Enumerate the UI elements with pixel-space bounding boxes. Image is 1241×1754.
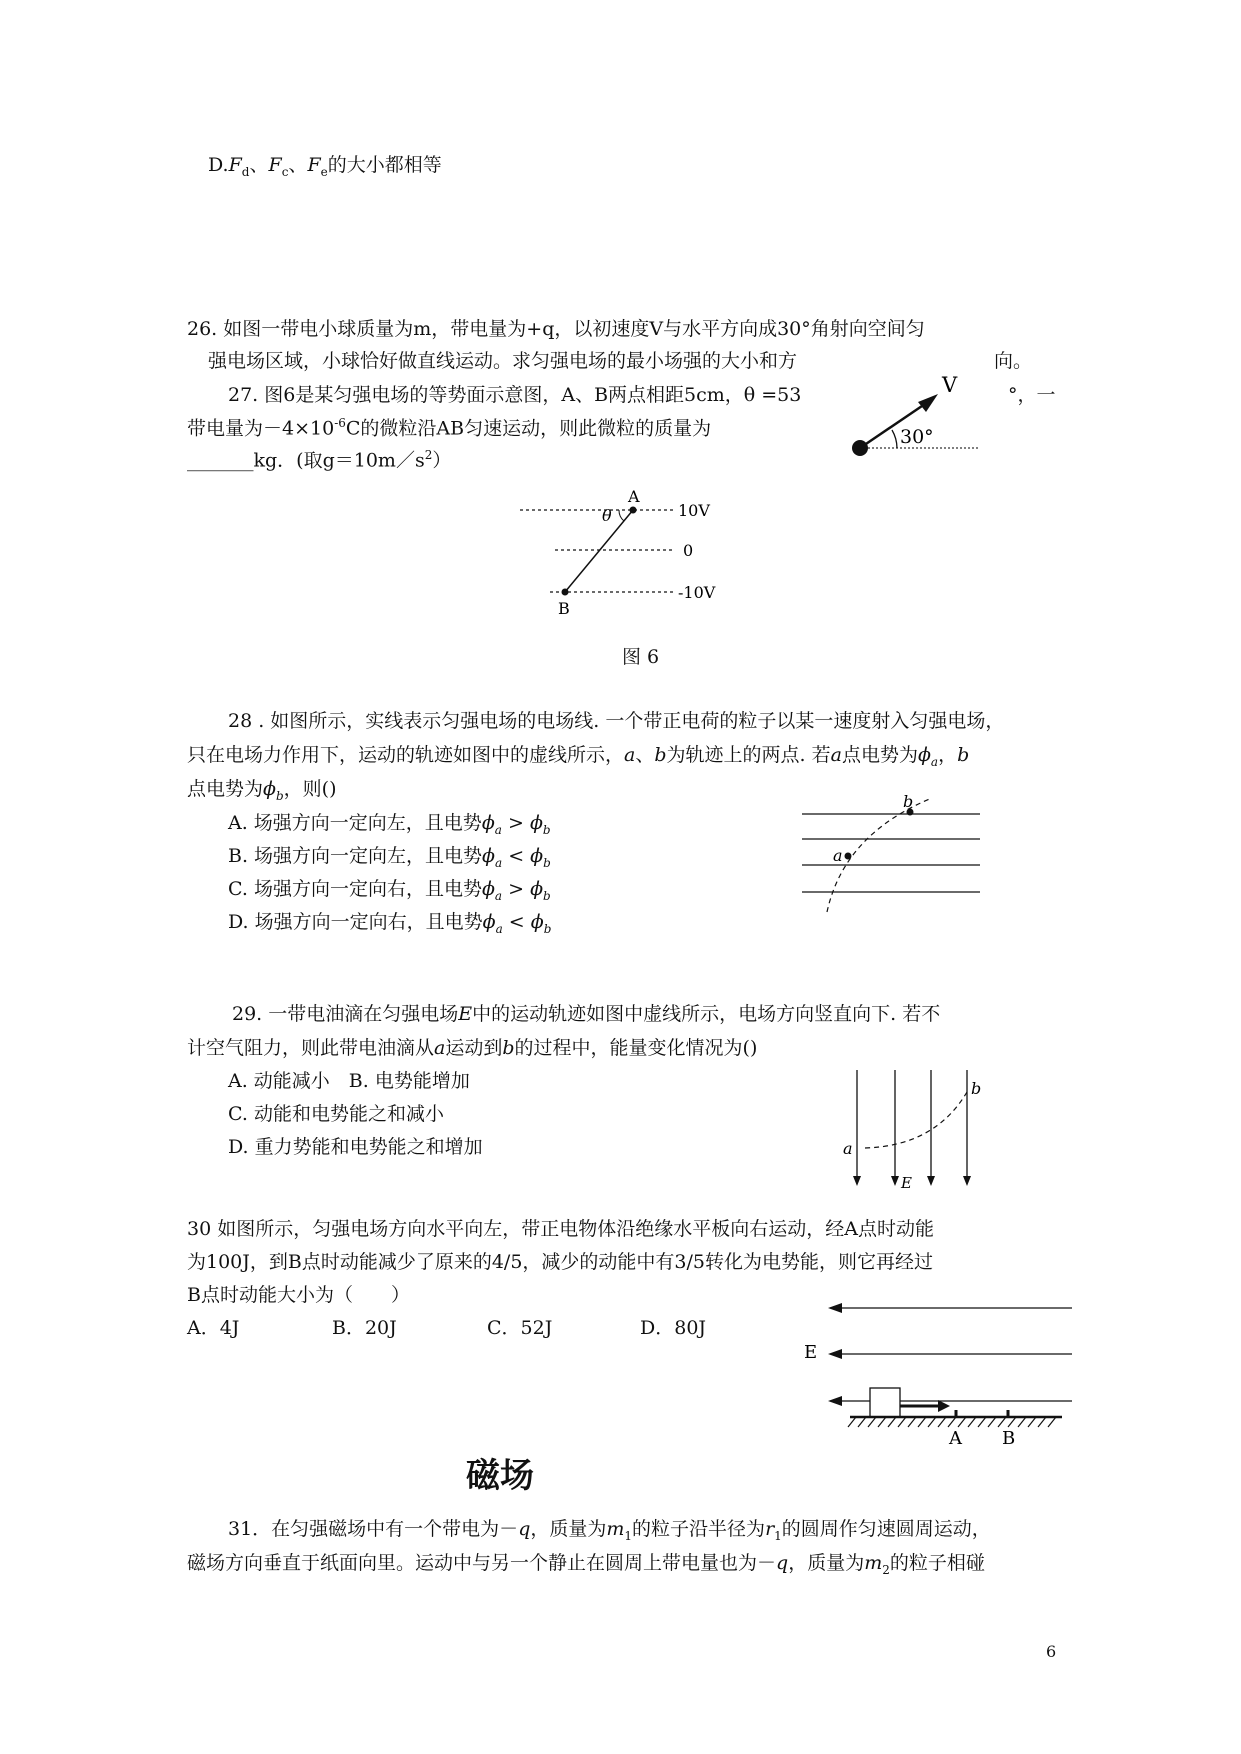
label-b: b — [903, 794, 914, 811]
q29-options-a-b: A. 动能减小 B. 电势能增加 — [228, 1070, 470, 1092]
q30-line-2: 为100J，到B点时动能减少了原来的4/5，减少的动能中有3/5转化为电势能，则它再经过 — [187, 1251, 934, 1273]
trajectory — [827, 798, 932, 912]
q27-line-1: 27. 图6是某匀强电场的等势面示意图，A、B两点相距5cm，θ =53 — [228, 384, 802, 406]
arrow-right-icon — [938, 1400, 950, 1412]
q30-option-c: C．52J — [487, 1317, 553, 1339]
q29-line-1: 29. 一带电油滴在匀强电场E中的运动轨迹如图中虚线所示，电场方向竖直向下. 若不 — [232, 1003, 941, 1025]
q30-line-3: B点时动能大小为（ ） — [187, 1284, 410, 1306]
label-b: B — [558, 599, 570, 618]
velocity-label: V — [942, 373, 958, 397]
theta-arc — [619, 510, 624, 521]
point-a — [845, 853, 852, 860]
q31-line-2: 磁场方向垂直于纸面向里。运动中与另一个静止在圆周上带电量也为－q，质量为$m_2$的粒子相碰 — [187, 1552, 985, 1577]
q26-line-2-tail: 向。 — [994, 350, 1033, 372]
q28-field-lines-diagram — [800, 794, 985, 914]
q30-line-1: 30 如图所示，匀强电场方向水平向左，带正电物体沿绝缘水平板向右运动，经A点时动能 — [187, 1218, 934, 1240]
plate-hatching — [848, 1417, 1056, 1427]
q28-option-d: D. 场强方向一定向右，且电势$\phi_a < \phi_b$ — [228, 911, 552, 936]
arrow-down-icon — [891, 1176, 899, 1186]
arrow-down-icon — [927, 1176, 935, 1186]
angle-label: 30° — [900, 426, 934, 448]
angle-arc — [892, 430, 897, 448]
q25-option-d: $D.F_d$、$F_c$、$F_e$的大小都相等 — [208, 154, 442, 179]
q26-velocity-diagram — [840, 372, 990, 462]
label-b: b — [971, 1079, 982, 1098]
arrow-left-icon — [828, 1349, 842, 1359]
q30-option-d: D．80J — [640, 1317, 707, 1339]
charged-block — [870, 1388, 900, 1417]
q28-option-a: A. 场强方向一定向左，且电势$\phi_a > \phi_b$ — [228, 812, 551, 837]
q27-line-1-tail: °，一 — [1008, 384, 1056, 406]
arrow-left-icon — [828, 1303, 842, 1313]
q28-option-b: B. 场强方向一定向左，且电势$\phi_a < \phi_b$ — [228, 845, 551, 870]
q28-line-3: 点电势为$\phi_b$，则() — [187, 778, 337, 803]
q27-line-3: _______kg．(取$g=10m/s^2$） — [187, 448, 452, 472]
q28-line-1: 28 . 如图所示，实线表示匀强电场的电场线. 一个带正电荷的粒子以某一速度射入匀强电场， — [228, 710, 1005, 732]
q29-option-c: C. 动能和电势能之和减小 — [228, 1103, 444, 1125]
arrow-down-icon — [853, 1176, 861, 1186]
label-a: a — [843, 1139, 853, 1158]
fig6-caption: 图 6 — [622, 646, 660, 668]
label-10v: 10V — [678, 501, 710, 520]
arrow-down-icon — [963, 1176, 971, 1186]
segment-ab — [565, 510, 633, 592]
charged-ball — [852, 440, 868, 456]
q29-option-d: D. 重力势能和电势能之和增加 — [228, 1136, 483, 1158]
q26-line-1: 26. 如图一带电小球质量为m，带电量为+q，以初速度V与水平方向成30°角射向空间匀 — [187, 318, 925, 340]
point-b — [562, 589, 569, 596]
arrow-left-icon — [828, 1396, 842, 1406]
fig6-equipotential-diagram — [515, 484, 745, 624]
page-number: 6 — [1046, 1642, 1057, 1661]
q30-option-b: B．20J — [332, 1317, 397, 1339]
label-b: B — [1002, 1428, 1016, 1446]
point-a — [630, 507, 637, 514]
label-a: a — [833, 846, 843, 865]
q30-option-a: A．4J — [187, 1317, 240, 1339]
label-0v: 0 — [683, 541, 694, 560]
q29-line-2: 计空气阻力，则此带电油滴从a运动到b的过程中，能量变化情况为() — [187, 1037, 758, 1059]
q27-line-2: 带电量为$-4\times 10^{-6}C$的微粒沿AB匀速运动，则此微粒的质量为 — [187, 416, 712, 440]
q31-line-1: 31．在匀强磁场中有一个带电为－q，质量为$m_1$的粒子沿半径为$r_1$的圆周作匀速圆周运动， — [228, 1518, 991, 1543]
label-e: E — [804, 1342, 818, 1363]
label-a: A — [949, 1428, 962, 1446]
section-title: 磁场 — [466, 1456, 534, 1496]
trajectory — [865, 1092, 967, 1148]
q30-field-plate-diagram — [800, 1296, 1080, 1446]
label-minus-10v: -10V — [678, 583, 716, 602]
label-e: E — [901, 1174, 912, 1192]
velocity-arrowhead-icon — [918, 394, 938, 412]
label-theta: θ — [602, 506, 612, 525]
label-a: A — [628, 487, 640, 506]
q29-field-diagram — [835, 1068, 995, 1193]
q28-line-2: 只在电场力作用下，运动的轨迹如图中的虚线所示，a、b为轨迹上的两点. 若a点电势为$\phi_a$，b — [187, 744, 970, 769]
q28-option-c: C. 场强方向一定向右，且电势$\phi_a > \phi_b$ — [228, 878, 551, 903]
q26-line-2: 强电场区域，小球恰好做直线运动。求匀强电场的最小场强的大小和方 — [208, 350, 798, 372]
